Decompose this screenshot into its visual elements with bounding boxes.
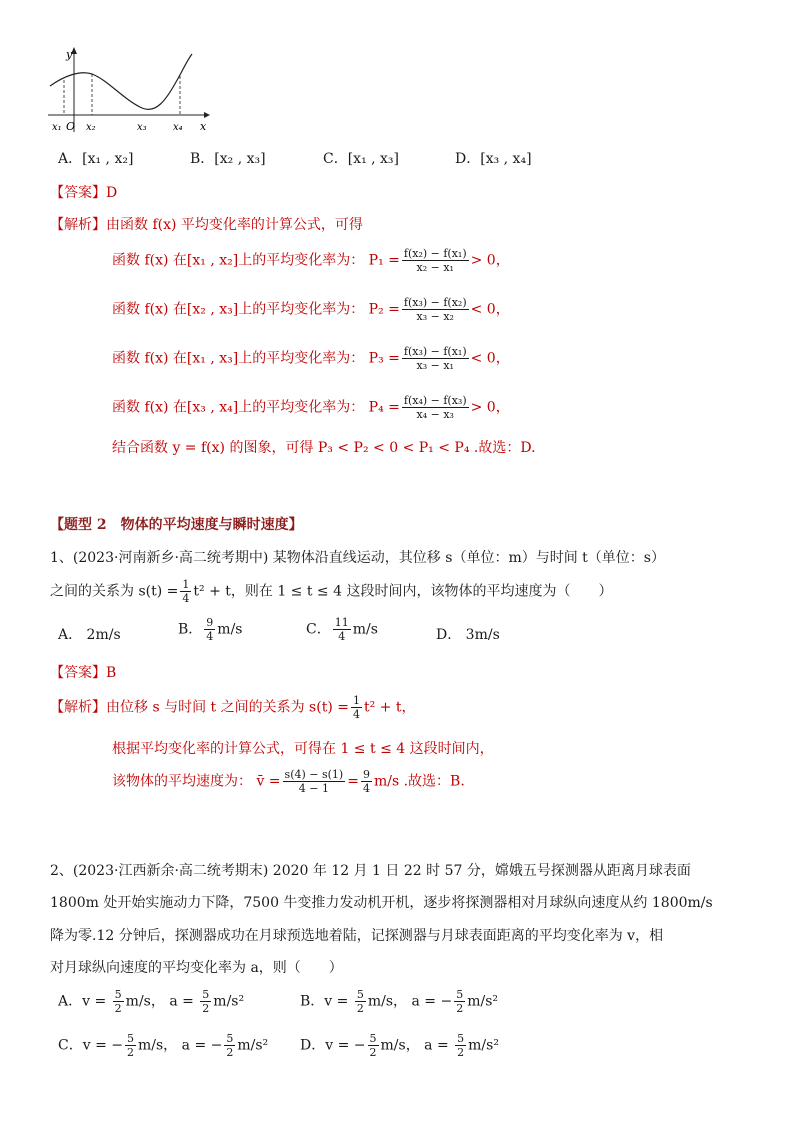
rate-pre: 函数 f(x) 在[x₁ , x₃]上的平均变化率为： <box>112 350 365 367</box>
y-label: y <box>66 48 73 61</box>
rate-p: P₁ = <box>368 252 400 269</box>
analysis-eq: = <box>347 773 359 790</box>
rate-pre: 函数 f(x) 在[x₁ , x₂]上的平均变化率为： <box>112 252 365 269</box>
rate-fraction <box>402 247 469 274</box>
answer-label: 【答案】 <box>50 665 106 681</box>
frac-den: 4 <box>352 708 360 721</box>
frac-num: 5 <box>202 988 210 1001</box>
frac-den: 4 <box>182 592 190 605</box>
analysis-intro-line <box>50 214 363 234</box>
option-v-sign: − <box>353 1037 366 1054</box>
frac-den: x₂ − x₁ <box>416 261 454 274</box>
option-letter: C． <box>58 1037 83 1054</box>
option-v-unit: m/s， <box>380 1037 420 1054</box>
q2-option-b[interactable] <box>300 988 498 1015</box>
answer-line <box>50 182 117 202</box>
option-b[interactable] <box>190 148 266 168</box>
option-letter: A． <box>58 151 83 167</box>
option-a-unit: m/s² <box>213 993 245 1010</box>
q1-stem-line-1: 1、(2023·河南新乡·高二统考期中) 某物体沿直线运动，其位移 s（单位：m）与时间 t（单位：s） <box>50 550 665 566</box>
frac-num: 5 <box>127 1032 134 1045</box>
option-fraction <box>125 1032 136 1059</box>
frac-den: 2 <box>127 1046 134 1059</box>
option-a-unit: m/s² <box>237 1037 269 1054</box>
option-text: [x₁ , x₂] <box>82 151 134 167</box>
rate-p: P₃ = <box>368 350 400 367</box>
q2-stem-line-3: 降为零.12 分钟后，探测器成功在月球预选地着陆，记探测器与月球表面距离的平均变化率为 v，相 <box>50 928 664 944</box>
rate-pre: 函数 f(x) 在[x₂ , x₃]上的平均变化率为： <box>112 301 365 318</box>
frac-den: 4 − 1 <box>298 782 329 795</box>
analysis-post: t² + t， <box>363 699 416 716</box>
frac-num: 5 <box>114 988 122 1001</box>
frac-num: 5 <box>356 988 364 1001</box>
frac-den: 2 <box>202 1002 210 1015</box>
answer-value: B <box>106 665 117 681</box>
stem-fraction <box>180 578 191 605</box>
rate-pre: 函数 f(x) 在[x₃ , x₄]上的平均变化率为： <box>112 399 365 416</box>
frac-num: 9 <box>206 616 214 629</box>
frac-num: f(x₄) − f(x₃) <box>403 394 467 407</box>
rate-fraction <box>402 296 469 323</box>
section-title: 【题型 2 物体的平均速度与瞬时速度】 <box>50 517 303 533</box>
option-a[interactable] <box>58 148 133 168</box>
analysis-fraction <box>351 694 362 721</box>
option-a-sign: − <box>440 993 453 1010</box>
q1-option-b[interactable] <box>178 616 242 643</box>
rate-post: < 0， <box>470 301 510 318</box>
rate-fraction <box>402 394 469 421</box>
option-a-unit: m/s² <box>468 1037 499 1054</box>
frac-den: 4 <box>338 630 346 643</box>
analysis-answer: B. <box>450 773 465 790</box>
option-fraction <box>333 616 351 643</box>
frac-num: f(x₃) − f(x₂) <box>403 296 467 309</box>
frac-num: 1 <box>182 578 190 591</box>
frac-num: f(x₂) − f(x₁) <box>403 247 467 260</box>
option-a: a = <box>424 1037 449 1054</box>
option-text: [x₂ , x₃] <box>214 151 266 167</box>
frac-den: 2 <box>457 1046 465 1059</box>
x-label: x <box>200 120 207 133</box>
x-axis-arrow <box>204 112 210 118</box>
frac-den: 4 <box>362 782 370 795</box>
option-v: v = <box>82 993 107 1010</box>
rate-p: P₂ = <box>368 301 400 318</box>
frac-den: 4 <box>206 630 214 643</box>
option-v-sign: − <box>111 1037 123 1054</box>
option-letter: A． <box>58 993 83 1010</box>
option-text: [x₁ , x₃] <box>347 151 400 167</box>
option-text: [x₃ , x₄] <box>480 151 532 167</box>
option-fraction <box>455 1032 466 1059</box>
rate-post: > 0， <box>470 399 510 416</box>
option-letter: B． <box>178 621 203 638</box>
q2-stem-line-2: 1800m 处开始实施动力下降，7500 牛变推力发动机开机，逐步将探测器相对月球纵向速度从约 1800m/s <box>50 895 713 911</box>
frac-den: x₃ − x₁ <box>416 359 454 372</box>
option-letter: B． <box>190 151 215 167</box>
option-v-unit: m/s， <box>367 993 408 1010</box>
option-letter: D． <box>300 1037 326 1054</box>
q1-analysis-line-2: 根据平均变化率的计算公式，可得在 1 ≤ t ≤ 4 这段时间内， <box>112 741 494 757</box>
option-fraction <box>224 1032 235 1059</box>
rate-post: > 0， <box>470 252 510 269</box>
q2-stem-line-4: 对月球纵向速度的平均变化率为 a，则（ ） <box>50 960 343 976</box>
option-fraction <box>113 988 124 1015</box>
option-a: a = <box>169 993 194 1010</box>
rate-line-2 <box>112 296 510 323</box>
option-fraction <box>368 1032 379 1059</box>
analysis-fraction <box>283 768 346 795</box>
frac-den: 2 <box>226 1046 234 1059</box>
option-unit: m/s <box>352 621 378 638</box>
x2-label: x₂ <box>86 122 96 133</box>
frac-den: 2 <box>114 1002 122 1015</box>
rate-post: < 0， <box>470 350 510 367</box>
q1-option-d[interactable]: D． 3m/s <box>436 627 500 643</box>
option-letter: D． <box>455 151 481 167</box>
rate-p: P₄ = <box>368 399 400 416</box>
frac-den: x₃ − x₂ <box>416 310 454 323</box>
q1-analysis-line-3 <box>112 768 465 795</box>
frac-num: s(4) − s(1) <box>284 768 344 781</box>
frac-den: 2 <box>369 1046 377 1059</box>
x1-label: x₁ <box>52 122 62 133</box>
option-fraction <box>204 616 215 643</box>
frac-num: 5 <box>226 1032 234 1045</box>
option-unit: m/s <box>217 621 243 638</box>
function-graph <box>44 44 214 136</box>
analysis-label: 【解析】 <box>50 217 106 233</box>
q1-option-a[interactable]: A． 2m/s <box>58 627 121 643</box>
rate-line-1 <box>112 247 510 274</box>
frac-num: 1 <box>352 694 360 707</box>
analysis-unit: m/s .故选： <box>373 773 451 790</box>
option-v-unit: m/s， <box>125 993 165 1010</box>
analysis-intro: 由函数 f(x) 平均变化率的计算公式，可得 <box>106 217 363 233</box>
stem-pre: 之间的关系为 s(t) = <box>50 583 179 600</box>
frac-den: 2 <box>356 1002 364 1015</box>
q1-option-c[interactable] <box>306 616 378 643</box>
q1-stem-line-2 <box>50 578 612 605</box>
rate-line-3 <box>112 345 510 372</box>
conclusion-line: 结合函数 y = f(x) 的图象，可得 P₃ < P₂ < 0 < P₁ < P₄ .故选：D. <box>112 440 536 456</box>
x3-label: x₃ <box>137 122 147 133</box>
frac-num: 5 <box>457 1032 465 1045</box>
q2-option-d[interactable] <box>300 1032 499 1059</box>
analysis-pre: 由位移 s 与时间 t 之间的关系为 s(t) = <box>106 699 349 716</box>
q1-answer-line <box>50 662 116 682</box>
option-fraction <box>355 988 366 1015</box>
option-fraction <box>200 988 211 1015</box>
option-a: a = <box>181 1037 207 1054</box>
stem-post: t² + t，则在 1 ≤ t ≤ 4 这段时间内，该物体的平均速度为（ ） <box>193 583 613 600</box>
rate-fraction <box>402 345 469 372</box>
option-letter: C． <box>323 151 348 167</box>
answer-label: 【答案】 <box>50 185 106 201</box>
option-v: v = <box>82 1037 107 1054</box>
rate-line-4 <box>112 394 510 421</box>
option-a-unit: m/s² <box>467 993 498 1010</box>
option-v: v = <box>324 993 349 1010</box>
frac-num: 9 <box>362 768 370 781</box>
q2-option-c[interactable] <box>58 1032 268 1059</box>
option-a-sign: − <box>210 1037 223 1054</box>
origin-label: O <box>66 120 76 133</box>
option-v-unit: m/s， <box>138 1037 178 1054</box>
frac-num: 5 <box>369 1032 377 1045</box>
q1-analysis-line-1 <box>50 694 415 721</box>
analysis-label: 【解析】 <box>50 699 106 716</box>
frac-num: f(x₃) − f(x₁) <box>403 345 467 358</box>
analysis-fraction-2 <box>361 768 372 795</box>
option-fraction <box>454 988 465 1015</box>
frac-den: x₄ − x₃ <box>416 408 454 421</box>
q2-stem-line-1: 2、(2023·江西新余·高二统考期末) 2020 年 12 月 1 日 22 时 57 分，嫦娥五号探测器从距离月球表面 <box>50 863 691 879</box>
x4-label: x₄ <box>173 122 183 133</box>
option-a: a = <box>411 993 437 1010</box>
analysis-pre: 该物体的平均速度为： v̄ = <box>112 773 281 790</box>
option-letter: C． <box>306 621 331 638</box>
frac-num: 5 <box>456 988 464 1001</box>
frac-num: 11 <box>334 616 349 629</box>
option-v: v = <box>325 1037 350 1054</box>
answer-value: D <box>106 185 118 201</box>
frac-den: 2 <box>456 1002 464 1015</box>
curve <box>50 54 192 109</box>
q2-option-a[interactable] <box>58 988 244 1015</box>
option-d[interactable] <box>455 148 532 168</box>
option-c[interactable] <box>323 148 399 168</box>
option-letter: B． <box>300 993 325 1010</box>
